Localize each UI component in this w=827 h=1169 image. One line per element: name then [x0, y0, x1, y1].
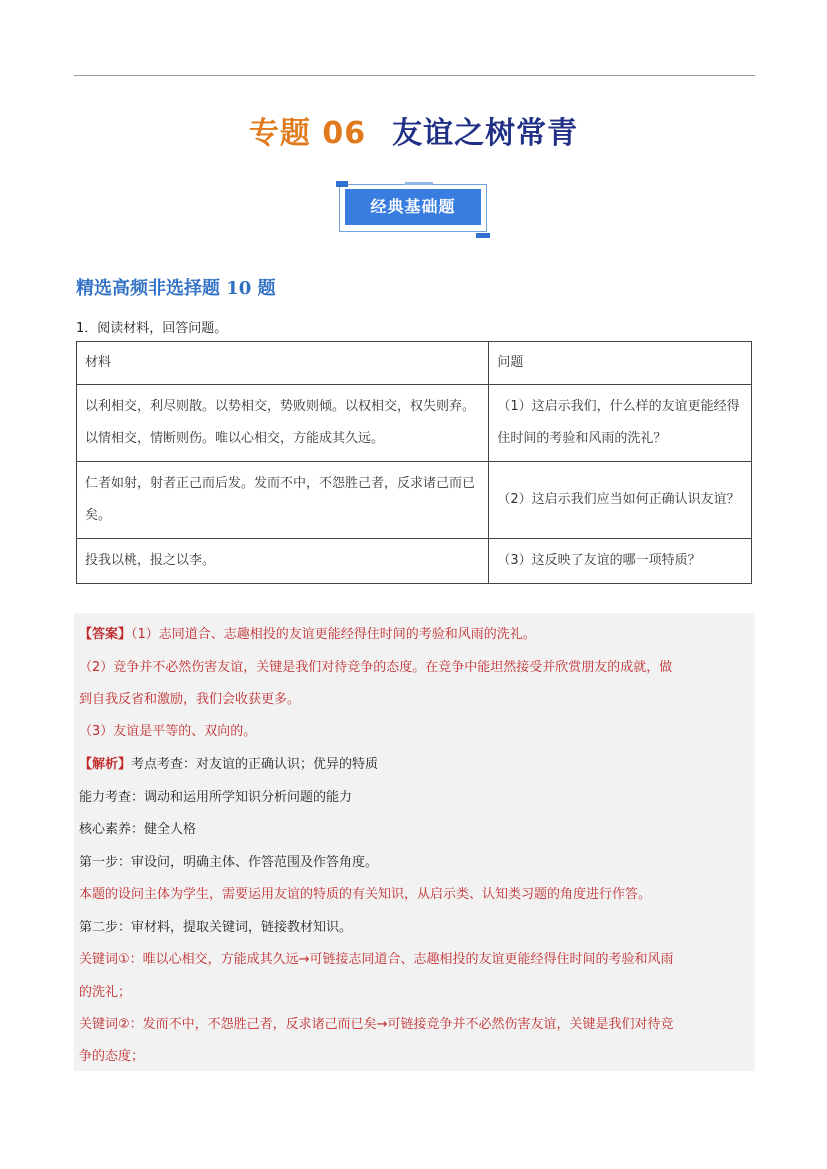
- question-cell: （3）这反映了友谊的哪一项特质？: [489, 539, 752, 584]
- badge-accent: [336, 181, 348, 187]
- table-header-row: [77, 342, 752, 385]
- answer-line-1: [79, 623, 536, 642]
- answer-2-line-1: （2）竞争并不必然伤害友谊，关键是我们对待竞争的态度。在竞争中能坦然接受并欣赏朋友的成就，做: [79, 660, 673, 675]
- material-table: [76, 341, 752, 584]
- analysis-line: [79, 753, 378, 772]
- answer-1: （1）志同道合、志趣相投的友谊更能经得住时间的考验和风雨的洗礼。: [131, 627, 536, 642]
- badge-accent: [476, 233, 490, 238]
- category-badge: 经典基础题: [345, 189, 481, 225]
- keyword-2-line-1: 关键词②：发而不中，不怨胜己者，反求诸己而已矣→可链接竞争并不必然伤害友谊，关键是我们对待竞: [79, 1017, 674, 1032]
- table-row: [77, 462, 752, 539]
- badge-accent: [405, 182, 433, 185]
- topic-name: 友谊之树常青: [392, 116, 579, 151]
- answer-label: 【答案】: [79, 627, 132, 642]
- analysis-step-2: 第二步：审材料，提取关键词，链接教材知识。: [79, 920, 353, 935]
- answer-2-line-2: 到自我反省和激励，我们会收获更多。: [79, 692, 301, 707]
- question-stem: 1．阅读材料，回答问题。: [76, 321, 228, 336]
- section-heading: 精选高频非选择题 10 题: [76, 278, 276, 299]
- analysis-point-2: 能力考查：调动和运用所学知识分析问题的能力: [79, 790, 353, 805]
- answer-3: （3）友谊是平等的、双向的。: [79, 724, 257, 739]
- keyword-1-line-1: 关键词①：唯以心相交，方能成其久远→可链接志同道合、志趣相投的友谊更能经得住时间的考验和风雨: [79, 952, 674, 967]
- keyword-2-line-2: 争的态度；: [79, 1049, 145, 1064]
- material-cell: 仁者如射，射者正己而后发。发而不中，不怨胜己者，反求诸己而已矣。: [77, 462, 489, 539]
- analysis-step-1-detail: 本题的设问主体为学生，需要运用友谊的特质的有关知识，从启示类、认知类习题的角度进行作答。: [79, 887, 652, 902]
- question-cell: （1）这启示我们，什么样的友谊更能经得住时间的考验和风雨的洗礼？: [489, 385, 752, 462]
- analysis-label: 【解析】: [79, 757, 132, 772]
- page-title: [0, 108, 827, 152]
- keyword-1-line-2: 的洗礼；: [79, 985, 132, 1000]
- analysis-point-3: 核心素养：健全人格: [79, 822, 197, 837]
- material-cell: 投我以桃，报之以李。: [77, 539, 489, 584]
- topic-number: 专题 06: [248, 116, 367, 151]
- material-cell: 以利相交，利尽则散。以势相交，势败则倾。以权相交，权失则弃。以情相交，情断则伤。唯以心相交，方能成其久远。: [77, 385, 489, 462]
- answer-box: [74, 613, 755, 1071]
- header-material: 材料: [77, 342, 489, 385]
- badge-container: [339, 184, 489, 234]
- analysis-step-1: 第一步：审设问，明确主体、作答范围及作答角度。: [79, 855, 379, 870]
- table-row: [77, 385, 752, 462]
- top-rule: [74, 75, 755, 76]
- header-question: 问题: [489, 342, 752, 385]
- table-row: [77, 539, 752, 584]
- analysis-point-1: 考点考查：对友谊的正确认识；优异的特质: [131, 757, 379, 772]
- question-cell: （2）这启示我们应当如何正确认识友谊？: [489, 462, 752, 539]
